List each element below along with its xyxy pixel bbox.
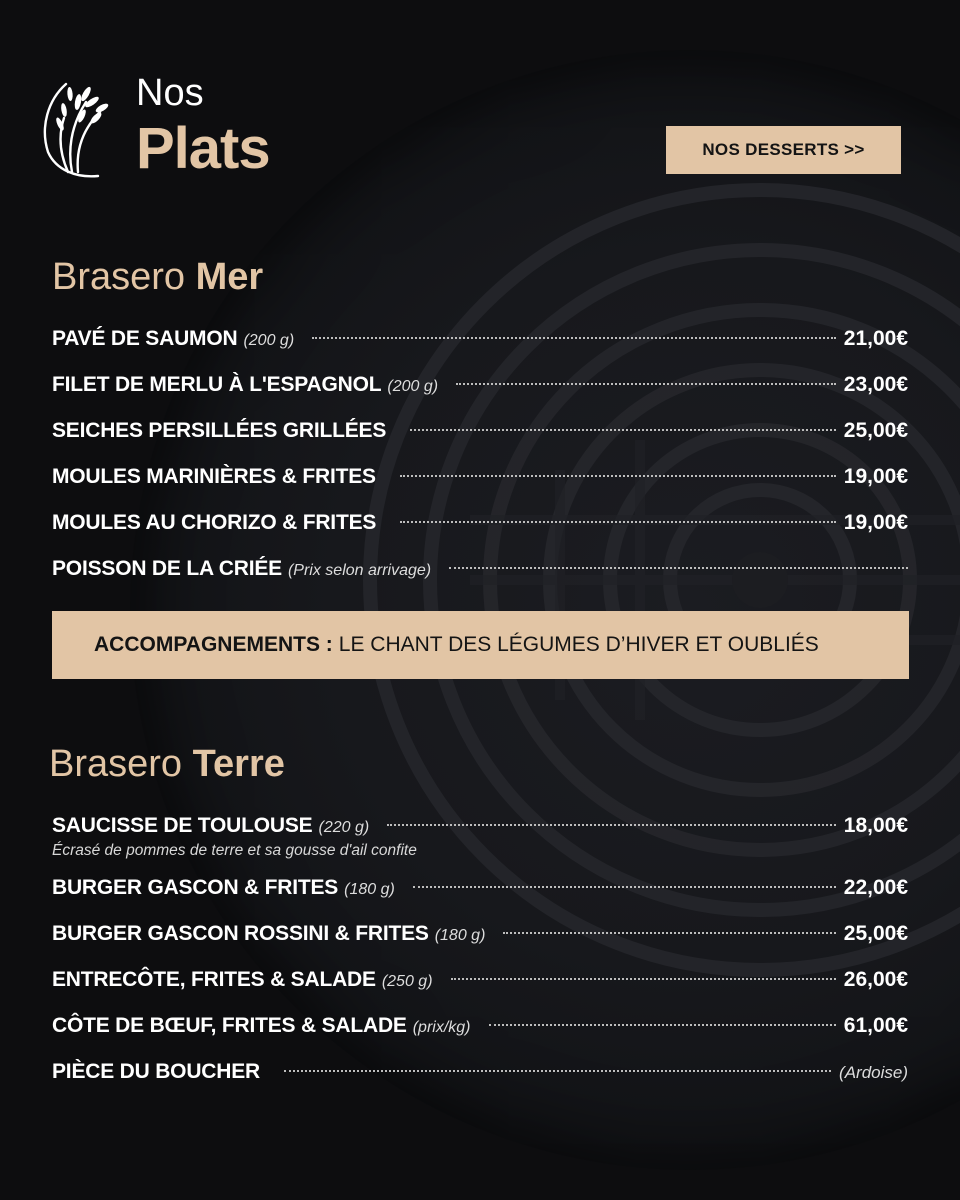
item-name: BURGER GASCON & FRITES bbox=[52, 876, 339, 899]
item-name: ENTRECÔTE, FRITES & SALADE bbox=[52, 968, 376, 991]
leader-dots bbox=[400, 521, 836, 523]
item-price: 19,00€ bbox=[843, 465, 908, 488]
item-note: (250 g) bbox=[381, 973, 433, 990]
page-title: Plats bbox=[136, 116, 270, 181]
item-name: BURGER GASCON ROSSINI & FRITES bbox=[52, 922, 429, 945]
menu-list-mer bbox=[52, 327, 908, 587]
menu-item bbox=[52, 465, 908, 495]
leader-dots bbox=[456, 383, 836, 385]
leader-dots bbox=[400, 475, 836, 477]
menu-item bbox=[52, 968, 908, 998]
leader-dots bbox=[503, 932, 835, 934]
item-name: SEICHES PERSILLÉES GRILLÉES bbox=[52, 419, 387, 442]
item-name: POISSON DE LA CRIÉE bbox=[52, 557, 282, 580]
leader-dots bbox=[449, 567, 908, 569]
item-price: 22,00€ bbox=[843, 876, 908, 899]
item-note: (180 g) bbox=[434, 927, 486, 944]
item-price: 19,00€ bbox=[843, 511, 908, 534]
menu-item bbox=[52, 327, 908, 357]
menu-item bbox=[52, 419, 908, 449]
accompaniments-banner bbox=[52, 611, 909, 679]
item-note: (200 g) bbox=[243, 332, 295, 349]
menu-item bbox=[52, 814, 908, 860]
item-name: FILET DE MERLU À L'ESPAGNOL bbox=[52, 373, 382, 396]
item-description: Écrasé de pommes de terre et sa gousse d'ail confite bbox=[52, 842, 417, 859]
menu-item bbox=[52, 373, 908, 403]
item-note: (180 g) bbox=[344, 881, 395, 898]
menu-list-terre bbox=[52, 814, 908, 1090]
section-title-mer bbox=[52, 258, 263, 296]
leader-dots bbox=[312, 337, 836, 339]
accompaniments-text: LE CHANT DES LÉGUMES D’HIVER ET OUBLIÉS bbox=[338, 633, 819, 656]
section-title-light: Brasero bbox=[52, 256, 186, 298]
leader-dots bbox=[413, 886, 836, 888]
menu-item bbox=[52, 922, 908, 952]
item-price: 26,00€ bbox=[843, 968, 908, 991]
section-title-terre bbox=[49, 745, 285, 783]
item-price: (Ardoise) bbox=[839, 1063, 908, 1082]
accompaniments-label: ACCOMPAGNEMENTS : bbox=[94, 633, 333, 656]
item-note: (220 g) bbox=[318, 819, 370, 836]
wheat-logo-icon bbox=[38, 72, 110, 180]
leader-dots bbox=[451, 978, 836, 980]
desserts-button[interactable]: NOS DESSERTS >> bbox=[666, 126, 901, 174]
menu-item bbox=[52, 511, 908, 541]
item-price: 25,00€ bbox=[843, 922, 908, 945]
section-title-bold: Terre bbox=[192, 743, 285, 785]
item-price: 23,00€ bbox=[843, 373, 908, 396]
menu-item bbox=[52, 557, 908, 587]
item-price: 61,00€ bbox=[843, 1014, 908, 1037]
item-name: CÔTE DE BŒUF, FRITES & SALADE bbox=[52, 1014, 407, 1037]
leader-dots bbox=[489, 1024, 836, 1026]
item-note: (prix/kg) bbox=[412, 1019, 471, 1036]
menu-item bbox=[52, 876, 908, 906]
item-note: (200 g) bbox=[387, 378, 439, 395]
leader-dots bbox=[387, 824, 836, 826]
header bbox=[38, 70, 338, 190]
item-name: MOULES MARINIÈRES & FRITES bbox=[52, 465, 376, 488]
page-title-top: Nos bbox=[136, 72, 204, 114]
item-price: 21,00€ bbox=[843, 327, 908, 350]
section-title-bold: Mer bbox=[195, 256, 264, 298]
leader-dots bbox=[284, 1070, 831, 1072]
item-note: (Prix selon arrivage) bbox=[287, 562, 432, 579]
item-name: SAUCISSE DE TOULOUSE bbox=[52, 814, 313, 837]
item-name: PAVÉ DE SAUMON bbox=[52, 327, 238, 350]
item-price: 18,00€ bbox=[843, 814, 908, 837]
menu-item bbox=[52, 1014, 908, 1044]
item-name: PIÈCE DU BOUCHER bbox=[52, 1060, 260, 1083]
leader-dots bbox=[410, 429, 836, 431]
item-price: 25,00€ bbox=[843, 419, 908, 442]
item-name: MOULES AU CHORIZO & FRITES bbox=[52, 511, 377, 534]
section-title-light: Brasero bbox=[49, 743, 183, 785]
menu-item bbox=[52, 1060, 908, 1090]
